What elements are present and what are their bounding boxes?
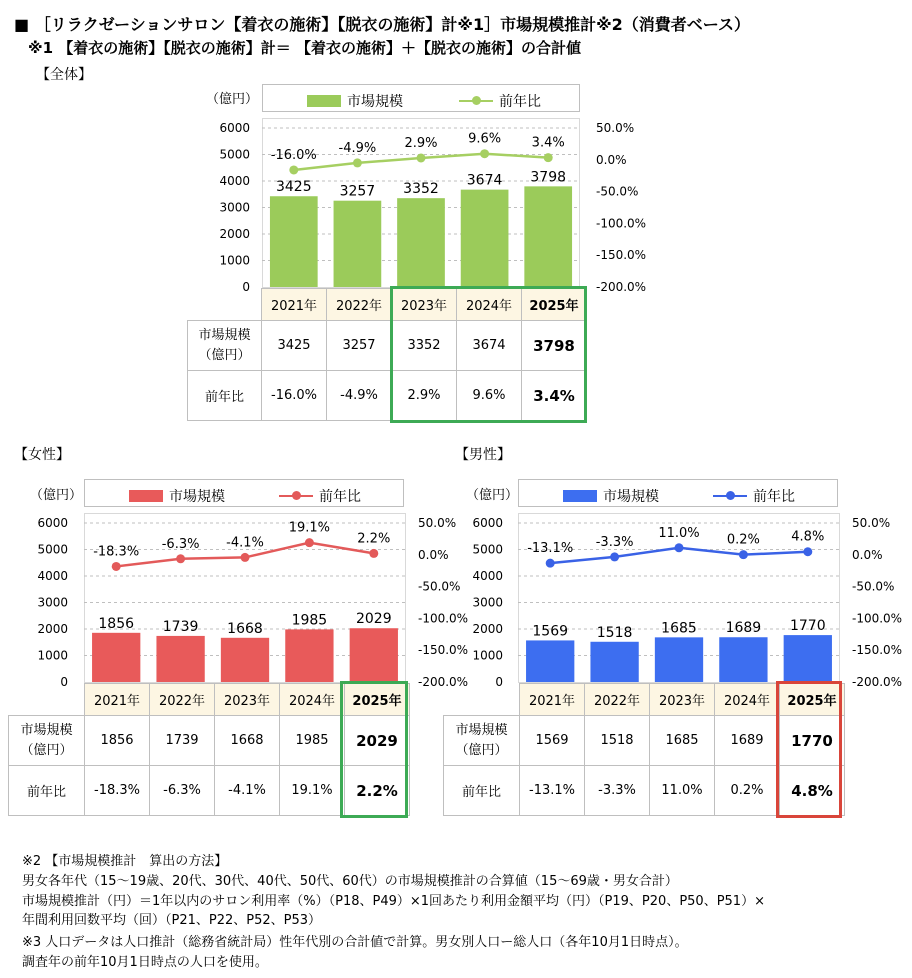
line-point xyxy=(610,552,619,561)
footer-line: ※2 【市場規模推計 算出の方法】 xyxy=(22,854,228,869)
footer-line: 調査年の前年10月1日時点の人口を使用。 xyxy=(22,955,268,970)
table-cell: 19.1% xyxy=(280,766,345,816)
table-cell-highlight: 3.4% xyxy=(522,371,587,421)
bar-data-label: 1985 xyxy=(291,612,328,629)
line-data-label: 2.2% xyxy=(357,531,391,547)
line-data-label: -13.1% xyxy=(527,541,574,557)
table-cell: -6.3% xyxy=(150,766,215,816)
y2-tick-label: -150.0% xyxy=(852,643,903,658)
line-data-label: 19.1% xyxy=(288,520,331,536)
bar-data-label: 1856 xyxy=(98,615,135,632)
bar-data-label: 1739 xyxy=(162,618,199,635)
legend-label-line: 前年比 xyxy=(319,489,361,505)
table-corner xyxy=(444,684,520,716)
bar-data-label: 3674 xyxy=(466,172,503,189)
bar xyxy=(655,637,703,682)
y-tick-label: 2000 xyxy=(472,622,503,636)
table-cell: 1569 xyxy=(520,716,585,766)
y-tick-label: 2000 xyxy=(37,622,68,636)
footer-line: ※3 人口データは人口推計（総務省統計局）性年代別の合計値で計算。男女別人口ー総人口（各年10月1日時点）。 xyxy=(22,935,688,950)
table-cell: -18.3% xyxy=(85,766,150,816)
line-data-label: 4.8% xyxy=(791,529,825,545)
bar xyxy=(784,635,832,682)
y2-tick-label: -50.0% xyxy=(418,579,461,594)
line-point xyxy=(803,547,812,556)
bar-data-label: 1518 xyxy=(596,624,633,641)
table-cell: -13.1% xyxy=(520,766,585,816)
table-year: 2022年 xyxy=(327,289,392,321)
y-tick-label: 0 xyxy=(495,675,503,689)
legend-label-line: 前年比 xyxy=(753,489,795,505)
y2-tick-label: 0.0% xyxy=(596,152,627,167)
bar-data-label: 1689 xyxy=(725,620,762,637)
section-label-total: 【全体】 xyxy=(36,67,92,83)
table-cell: 1856 xyxy=(85,716,150,766)
y2-tick-label: -200.0% xyxy=(852,675,903,689)
y2-tick-label: 50.0% xyxy=(852,516,891,530)
footer-line: 市場規模推計（円）＝1年以内のサロン利用率（%）（P18、P49）×1回あたり利用金額平均（円）（P19、P20、P50、P51）× xyxy=(22,894,765,909)
line-data-label: 0.2% xyxy=(726,532,760,548)
y-tick-label: 4000 xyxy=(219,174,250,188)
table-cell-highlight: 2.2% xyxy=(345,766,410,816)
bar xyxy=(719,637,767,682)
line-data-label: -16.0% xyxy=(270,147,317,163)
table-year: 2023年 xyxy=(392,289,457,321)
y-tick-label: 6000 xyxy=(472,516,503,530)
table-cell: 1739 xyxy=(150,716,215,766)
y-tick-label: 1000 xyxy=(472,648,503,663)
y-tick-label: 3000 xyxy=(37,595,68,610)
y-tick-label: 0 xyxy=(242,280,250,294)
line-data-label: -3.3% xyxy=(595,534,634,550)
y2-tick-label: 0.0% xyxy=(852,547,883,562)
table-cell: 0.2% xyxy=(715,766,780,816)
y2-tick-label: -50.0% xyxy=(852,579,895,594)
table-year: 2022年 xyxy=(585,684,650,716)
y-tick-label: 1000 xyxy=(37,648,68,663)
bar-data-label: 3798 xyxy=(530,169,567,186)
table-cell: 1685 xyxy=(650,716,715,766)
y-tick-label: 5000 xyxy=(472,542,503,557)
table-cell-highlight: 3798 xyxy=(522,321,587,371)
table-cell: 3674 xyxy=(457,321,522,371)
y2-tick-label: -150.0% xyxy=(596,248,647,263)
unit-label-total: （億円） xyxy=(206,92,259,107)
y2-tick-label: -100.0% xyxy=(418,611,469,626)
line-point xyxy=(675,543,684,552)
line-data-label: -6.3% xyxy=(161,536,200,552)
table-year: 2023年 xyxy=(650,684,715,716)
table-row-label: 前年比 xyxy=(444,766,520,816)
y-tick-label: 5000 xyxy=(37,542,68,557)
line-data-label: -18.3% xyxy=(93,544,140,560)
y2-tick-label: -200.0% xyxy=(418,675,469,689)
table-cell: 9.6% xyxy=(457,371,522,421)
line-point xyxy=(546,559,555,568)
unit-label-female: （億円） xyxy=(30,488,83,503)
table-row-label: 前年比 xyxy=(188,371,262,421)
table-cell: 3425 xyxy=(262,321,327,371)
line-data-label: -4.9% xyxy=(338,140,377,156)
bar-data-label: 1668 xyxy=(227,620,263,637)
table-year: 2024年 xyxy=(280,684,345,716)
data-table-male xyxy=(443,683,845,816)
legend-label-bar: 市場規模 xyxy=(169,489,225,505)
table-row-label: 市場規模 （億円） xyxy=(444,716,520,766)
bar-data-label: 1685 xyxy=(661,620,697,637)
footer-line: 年間利用回数平均（回）（P21、P22、P52、P53） xyxy=(22,913,322,928)
table-cell: -4.1% xyxy=(215,766,280,816)
table-cell-highlight: 4.8% xyxy=(780,766,845,816)
table-year: 2021年 xyxy=(262,289,327,321)
table-cell: 1518 xyxy=(585,716,650,766)
table-row-label: 市場規模 （億円） xyxy=(188,321,262,371)
table-cell: 3352 xyxy=(392,321,457,371)
y2-tick-label: 50.0% xyxy=(596,121,635,135)
y2-tick-label: -200.0% xyxy=(596,280,647,294)
legend-label-line: 前年比 xyxy=(499,94,541,110)
table-year: 2021年 xyxy=(85,684,150,716)
table-year: 2022年 xyxy=(150,684,215,716)
bar xyxy=(590,642,638,682)
table-cell-highlight: 2029 xyxy=(345,716,410,766)
table-year: 2024年 xyxy=(715,684,780,716)
table-cell: 1985 xyxy=(280,716,345,766)
y2-tick-label: -150.0% xyxy=(418,643,469,658)
table-cell: -16.0% xyxy=(262,371,327,421)
legend-label-bar: 市場規模 xyxy=(603,489,659,505)
y-tick-label: 4000 xyxy=(37,569,68,583)
footer-line: 男女各年代（15～19歳、20代、30代、40代、50代、60代）の市場規模推計の合算値（15～69歳・男女合計） xyxy=(22,874,678,889)
table-row-label: 市場規模 （億円） xyxy=(9,716,85,766)
y2-tick-label: -100.0% xyxy=(852,611,903,626)
line-data-label: 9.6% xyxy=(468,131,502,147)
y-tick-label: 3000 xyxy=(472,595,503,610)
line-data-label: 2.9% xyxy=(404,135,438,151)
section-label-male: 【男性】 xyxy=(455,447,511,463)
y2-tick-label: 0.0% xyxy=(418,547,449,562)
bar xyxy=(526,640,574,682)
y2-tick-label: 50.0% xyxy=(418,516,457,530)
table-cell: -4.9% xyxy=(327,371,392,421)
table-cell: 1668 xyxy=(215,716,280,766)
page-title: ■ ［リラクゼーションサロン【着衣の施術】【脱衣の施術】計※1］市場規模推計※2（消費者ベース） xyxy=(14,15,750,34)
table-cell-highlight: 1770 xyxy=(780,716,845,766)
table-row-label: 前年比 xyxy=(9,766,85,816)
table-year-highlight: 2025年 xyxy=(345,684,410,716)
bar-data-label: 1770 xyxy=(789,618,826,635)
y-tick-label: 4000 xyxy=(472,569,503,583)
line-data-label: 11.0% xyxy=(658,525,700,541)
bar-data-label: 3425 xyxy=(275,179,312,196)
y-tick-label: 0 xyxy=(60,675,68,689)
bar-data-label: 3257 xyxy=(339,183,376,200)
line-point xyxy=(739,550,748,559)
table-cell: -3.3% xyxy=(585,766,650,816)
bar-data-label: 3352 xyxy=(403,181,439,198)
unit-label-male: （億円） xyxy=(466,488,519,503)
section-label-female: 【女性】 xyxy=(14,447,70,463)
bar-data-label: 2029 xyxy=(355,611,392,628)
legend-label-bar: 市場規模 xyxy=(347,94,403,110)
line-data-label: -4.1% xyxy=(226,535,264,551)
y-tick-label: 2000 xyxy=(219,227,250,241)
table-cell: 2.9% xyxy=(392,371,457,421)
table-year-highlight: 2025年 xyxy=(522,289,587,321)
y-tick-label: 1000 xyxy=(219,253,250,268)
table-year: 2021年 xyxy=(520,684,585,716)
y-tick-label: 6000 xyxy=(219,121,250,135)
y-tick-label: 3000 xyxy=(219,200,250,215)
table-cell: 3257 xyxy=(327,321,392,371)
table-year: 2024年 xyxy=(457,289,522,321)
table-year-highlight: 2025年 xyxy=(780,684,845,716)
y2-tick-label: -50.0% xyxy=(596,184,639,199)
y2-tick-label: -100.0% xyxy=(596,216,647,231)
y-tick-label: 6000 xyxy=(37,516,68,530)
line-data-label: 3.4% xyxy=(531,135,565,151)
note-1: ※1 【着衣の施術】【脱衣の施術】計＝ 【着衣の施術】＋【脱衣の施術】の合計値 xyxy=(28,39,581,57)
table-cell: 11.0% xyxy=(650,766,715,816)
bar-data-label: 1569 xyxy=(532,623,569,640)
table-cell: 1689 xyxy=(715,716,780,766)
y-tick-label: 5000 xyxy=(219,147,250,162)
table-year: 2023年 xyxy=(215,684,280,716)
